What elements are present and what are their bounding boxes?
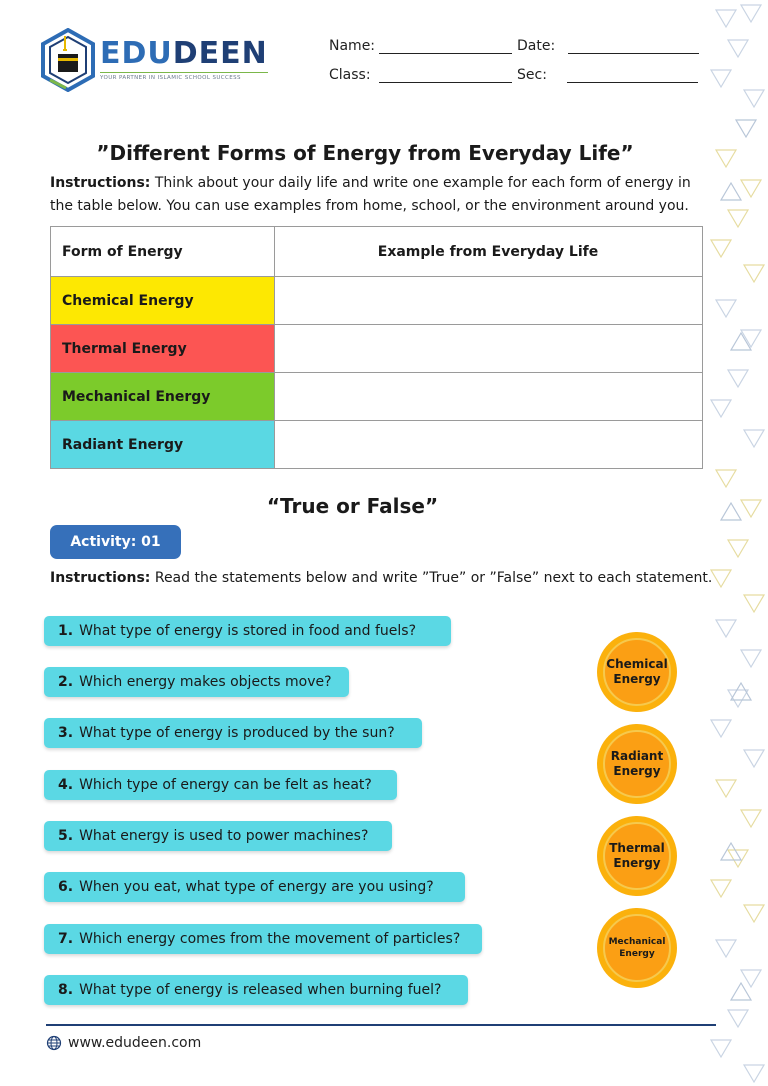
example-cell-mechanical[interactable] xyxy=(275,373,703,421)
form-cell-thermal: Thermal Energy xyxy=(51,325,275,373)
question-number: 3. xyxy=(58,725,74,741)
coin-line2: Energy xyxy=(619,949,655,959)
question-text: Which type of energy can be felt as heat? xyxy=(79,777,372,793)
activity-badge: Activity: 01 xyxy=(50,525,181,559)
coin-label xyxy=(603,638,671,706)
section-title-energy-forms: ”Different Forms of Energy from Everyday Life” xyxy=(96,141,634,165)
globe-icon xyxy=(46,1035,62,1051)
footer-divider xyxy=(46,1024,716,1026)
question-text: What type of energy is stored in food and fuels? xyxy=(79,623,417,639)
sec-label: Sec: xyxy=(517,67,547,83)
example-cell-thermal[interactable] xyxy=(275,325,703,373)
coin-line1: Mechanical xyxy=(608,937,666,947)
answer-coin-radiant xyxy=(597,724,677,804)
question-number: 1. xyxy=(58,623,74,639)
coin-line1: Chemical xyxy=(606,657,668,671)
question-number: 6. xyxy=(58,879,74,895)
question-text: Which energy makes objects move? xyxy=(79,674,332,690)
coin-label xyxy=(603,730,671,798)
table-row xyxy=(51,325,703,373)
name-field xyxy=(329,38,512,54)
instructions-text: Think about your daily life and write one example for each form of energy in the table below. You can use examples from home, school, or the environment around you. xyxy=(50,175,691,214)
question-text: What type of energy is released when burning fuel? xyxy=(79,982,442,998)
class-field xyxy=(329,67,512,83)
question-text: What type of energy is produced by the sun? xyxy=(79,725,395,741)
footer xyxy=(46,1035,201,1051)
question-number: 7. xyxy=(58,931,74,947)
example-cell-radiant[interactable] xyxy=(275,421,703,469)
edudeen-logo xyxy=(40,28,268,92)
answer-coin-chemical xyxy=(597,632,677,712)
brand-name-deen: DEEN xyxy=(172,36,268,71)
coin-line2: Energy xyxy=(613,764,661,778)
sec-field xyxy=(517,67,698,83)
question-text: What energy is used to power machines? xyxy=(79,828,369,844)
energy-forms-table xyxy=(50,226,703,469)
question-item[interactable] xyxy=(44,616,451,646)
coin-line2: Energy xyxy=(613,856,661,870)
table-header-row xyxy=(51,227,703,277)
table-row xyxy=(51,277,703,325)
instructions-label: Instructions: xyxy=(50,570,151,586)
question-number: 4. xyxy=(58,777,74,793)
coin-line2: Energy xyxy=(613,672,661,686)
date-label: Date: xyxy=(517,38,556,54)
instructions-label: Instructions: xyxy=(50,175,151,191)
question-item[interactable] xyxy=(44,821,392,851)
form-cell-chemical: Chemical Energy xyxy=(51,277,275,325)
brand-tagline: YOUR PARTNER IN ISLAMIC SCHOOL SUCCESS xyxy=(100,72,268,81)
section-title-true-false: “True or False” xyxy=(266,494,439,518)
table-row xyxy=(51,421,703,469)
instructions-section1 xyxy=(50,172,710,218)
class-label: Class: xyxy=(329,67,371,83)
question-item[interactable] xyxy=(44,718,422,748)
coin-line1: Thermal xyxy=(609,841,665,855)
coin-label xyxy=(603,914,671,982)
coin-line1: Radiant xyxy=(610,749,664,763)
question-text: When you eat, what type of energy are you using? xyxy=(79,879,434,895)
question-number: 8. xyxy=(58,982,74,998)
date-input-line[interactable] xyxy=(568,39,699,54)
coin-label xyxy=(603,822,671,890)
header-example: Example from Everyday Life xyxy=(275,227,703,277)
answer-coin-thermal xyxy=(597,816,677,896)
form-cell-radiant: Radiant Energy xyxy=(51,421,275,469)
form-cell-mechanical: Mechanical Energy xyxy=(51,373,275,421)
question-item[interactable] xyxy=(44,924,482,954)
question-item[interactable] xyxy=(44,872,465,902)
kaaba-hexagon-logo-icon xyxy=(40,28,96,92)
website-link[interactable]: www.edudeen.com xyxy=(68,1035,202,1051)
question-text: Which energy comes from the movement of particles? xyxy=(79,931,461,947)
name-input-line[interactable] xyxy=(379,39,512,54)
class-input-line[interactable] xyxy=(379,68,512,83)
question-item[interactable] xyxy=(44,975,468,1005)
question-item[interactable] xyxy=(44,770,397,800)
instructions-section2 xyxy=(50,567,730,590)
name-label: Name: xyxy=(329,38,376,54)
sec-input-line[interactable] xyxy=(567,68,698,83)
question-item[interactable] xyxy=(44,667,349,697)
table-row xyxy=(51,373,703,421)
question-number: 5. xyxy=(58,828,74,844)
answer-coin-mechanical xyxy=(597,908,677,988)
date-field xyxy=(517,38,699,54)
header-form-of-energy: Form of Energy xyxy=(51,227,275,277)
example-cell-chemical[interactable] xyxy=(275,277,703,325)
brand-name-edu: EDU xyxy=(100,36,173,71)
instructions-text: Read the statements below and write ”True” or ”False” next to each statement. xyxy=(150,570,713,586)
question-number: 2. xyxy=(58,674,74,690)
